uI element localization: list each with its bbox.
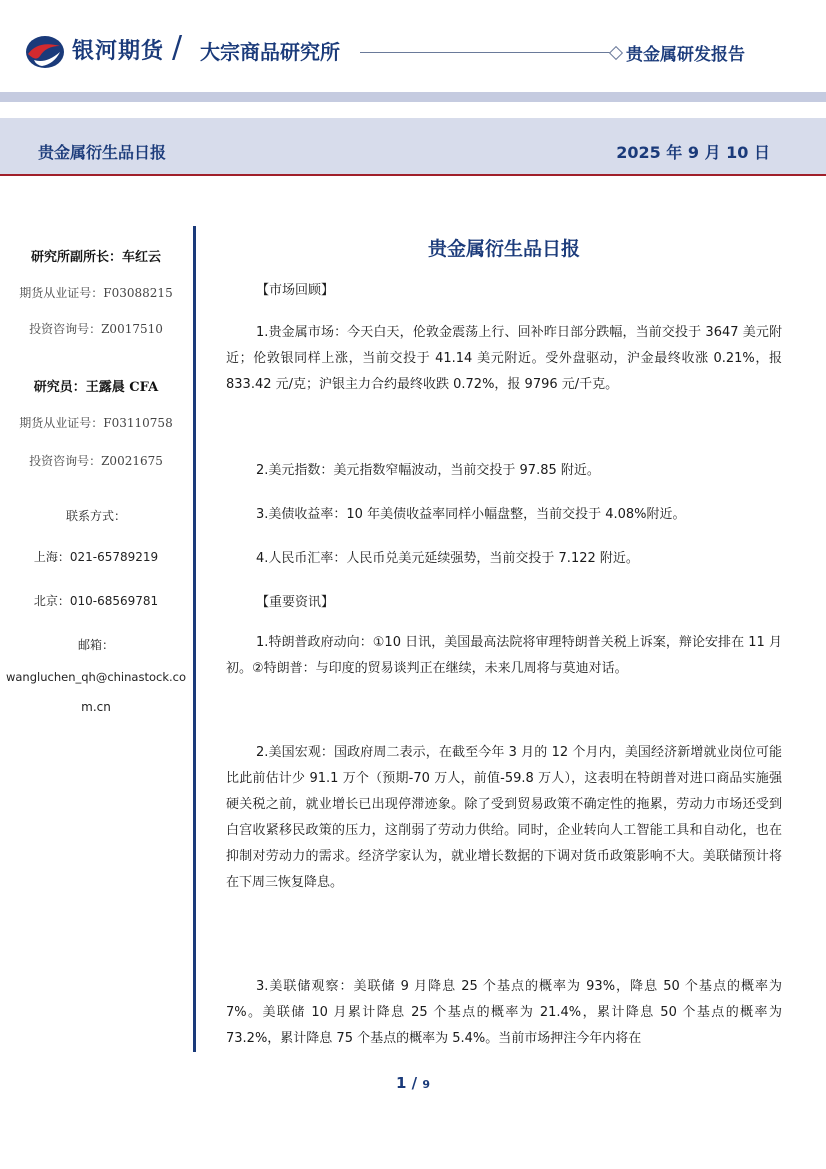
paragraph-treasury-yield: 3.美债收益率：10 年美债收益率同样小幅盘整，当前交投于 4.08%附近。 xyxy=(256,507,686,522)
deputy-title: 研究所副所长：车红云 xyxy=(30,250,161,265)
header-band-top xyxy=(0,92,826,102)
report-date: 2025 年 9 月 10 日 xyxy=(616,143,770,162)
paragraph-dollar-index: 2.美元指数：美元指数窄幅波动，当前交投于 97.85 附近。 xyxy=(256,463,600,478)
researcher-consult: 投资咨询号：Z0021675 xyxy=(29,454,163,468)
brand-divider: / xyxy=(172,30,183,65)
total-pages: 9 xyxy=(422,1078,431,1091)
header-rule xyxy=(360,52,615,53)
deputy-consult: 投资咨询号：Z0017510 xyxy=(29,322,163,336)
section-heading-market: 【市场回顾】 xyxy=(256,283,335,298)
diamond-icon xyxy=(609,46,623,60)
sidebar-divider xyxy=(193,226,196,1052)
researcher-license: 期货从业证号：F03110758 xyxy=(19,416,173,430)
contact-label: 联系方式： xyxy=(65,509,126,523)
email-address-cont[interactable]: m.cn xyxy=(81,700,111,714)
paragraph-precious-metals: 1.贵金属市场：今天白天，伦敦金震荡上行、回补昨日部分跌幅，当前交投于 3647 美元附近；伦敦银同样上涨，当前交投于 41.14 美元附近。受外盘驱动，沪金最终收涨 0.21%，报 833.42 元/克；沪银主力合约最终收跌 0.72%，报 9796 元/千克。 xyxy=(226,325,782,392)
report-type: 贵金属研发报告 xyxy=(626,45,745,65)
header-band-rule xyxy=(0,174,826,176)
beijing-phone: 北京：010-68569781 xyxy=(33,594,159,608)
page-header xyxy=(0,0,826,100)
page-number xyxy=(0,1074,826,1092)
email-address[interactable]: wangluchen_qh@chinastock.co xyxy=(5,670,186,684)
page-separator: / xyxy=(411,1074,418,1092)
brand-name: 银河期货 xyxy=(72,39,165,64)
shanghai-phone: 上海：021-65789219 xyxy=(33,550,159,564)
paragraph-us-macro: 2.美国宏观：国政府周二表示，在截至今年 3 月的 12 个月内，美国经济新增就业岗位可能比此前估计少 91.1 万个（预期-70 万人，前值-59.8 万人），这表明在特朗普对进口商品实施强硬关税之前，就业增长已出现停滞迹象。除了受到贸易政策不确定性的拖累，劳动力市场还受到白宫收紧移民政策的压力，这削弱了劳动力供给。同时，企业转向人工智能工具和自动化，也在抑制对劳动力的需求。经济学家认为，就业增长数据的下调对货币政策影响不大。美联储预计将在下周三恢复降息。 xyxy=(226,745,782,890)
paragraph-rmb-rate: 4.人民币汇率：人民币兑美元延续强势，当前交投于 7.122 附近。 xyxy=(256,551,639,566)
galaxy-futures-logo-icon xyxy=(24,34,66,70)
email-label: 邮箱： xyxy=(77,638,114,652)
institute-name: 大宗商品研究所 xyxy=(200,40,340,64)
section-heading-news: 【重要资讯】 xyxy=(256,595,335,610)
researcher-title: 研究员：王露晨 CFA xyxy=(33,380,159,395)
paragraph-trump-policy: 1.特朗普政府动向：①10 日讯，美国最高法院将审理特朗普关税上诉案，辩论安排在 11 月初。②特朗普：与印度的贸易谈判正在继续，未来几周将与莫迪对话。 xyxy=(226,635,782,676)
current-page: 1 xyxy=(395,1074,407,1092)
paragraph-fed-watch: 3.美联储观察：美联储 9 月降息 25 个基点的概率为 93%，降息 50 个基点的概率为 7%。美联储 10 月累计降息 25 个基点的概率为 21.4%，累计降息 50 个基点的概率为 73.2%，累计降息 75 个基点的概率为 5.4%。当前市场押注今年内将在 xyxy=(226,979,782,1046)
deputy-license: 期货从业证号：F03088215 xyxy=(19,286,173,300)
document-title: 贵金属衍生品日报 xyxy=(427,238,580,260)
report-subtitle: 贵金属衍生品日报 xyxy=(38,143,167,162)
